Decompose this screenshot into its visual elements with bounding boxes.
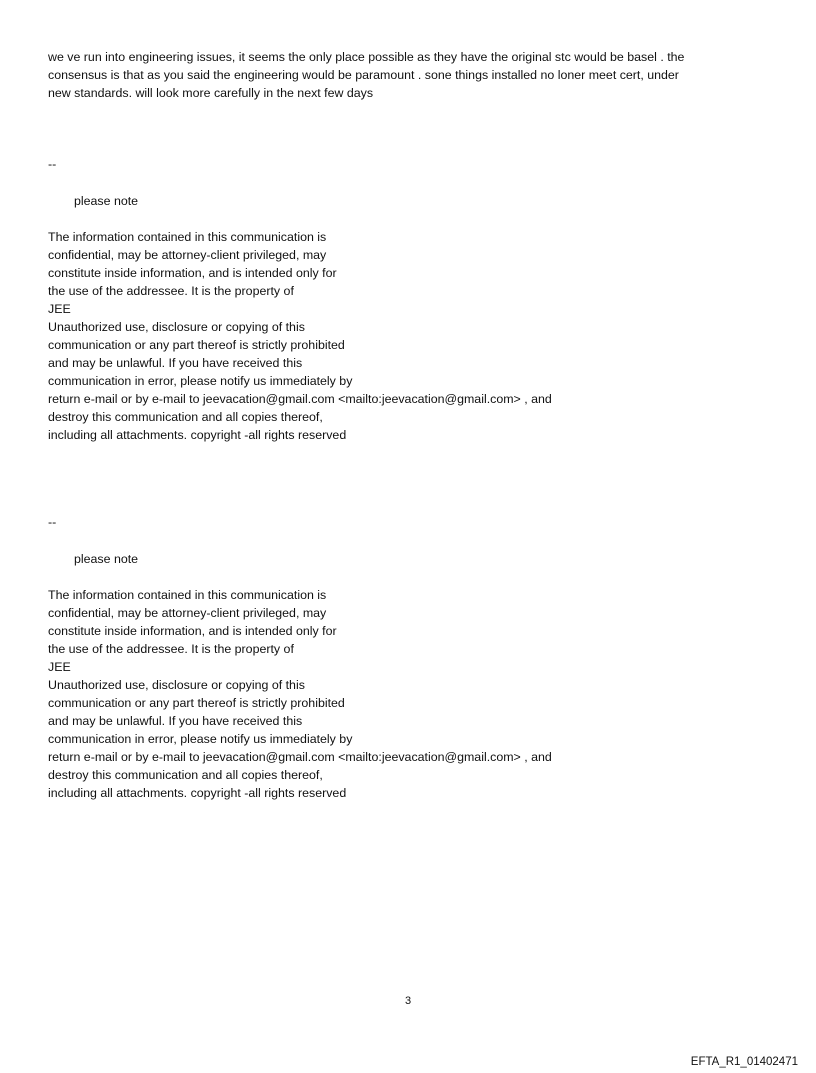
signature-separator: --: [48, 515, 57, 529]
document-id-stamp: EFTA_R1_01402471: [690, 1056, 798, 1068]
note-heading: please note: [74, 552, 139, 566]
confidentiality-disclaimer: The information contained in this communication is confidential, may be attorney-client privileged, may constitute inside information, and is intended only for the use of the addressee. It is the property of JEE Unauthorized use, disclosure or copying of this communication or any part thereof is strictly prohibited and may be unlawful. If you have received this communication in error, please notify us immediately by return e-mail or by e-mail to jeevacation@gmail.com <mailto:jeevacation@gmail.com> , and destroy this communication and all copies thereof, including all attachments. copyright -all rights reserved: [48, 588, 552, 800]
note-heading: please note: [74, 194, 139, 208]
signature-separator: --: [48, 157, 57, 171]
page-number: 3: [404, 995, 412, 1007]
confidentiality-disclaimer: The information contained in this communication is confidential, may be attorney-client privileged, may constitute inside information, and is intended only for the use of the addressee. It is the property of JEE Unauthorized use, disclosure or copying of this communication or any part thereof is strictly prohibited and may be unlawful. If you have received this communication in error, please notify us immediately by return e-mail or by e-mail to jeevacation@gmail.com <mailto:jeevacation@gmail.com> , and destroy this communication and all copies thereof, including all attachments. copyright -all rights reserved: [48, 230, 552, 442]
message-paragraph: we ve run into engineering issues, it seems the only place possible as they have the original stc would be basel . the consensus is that as you said the engineering would be paramount . sone things installed no loner meet cert, under new standards. will look more carefully in the next few days: [48, 50, 685, 100]
